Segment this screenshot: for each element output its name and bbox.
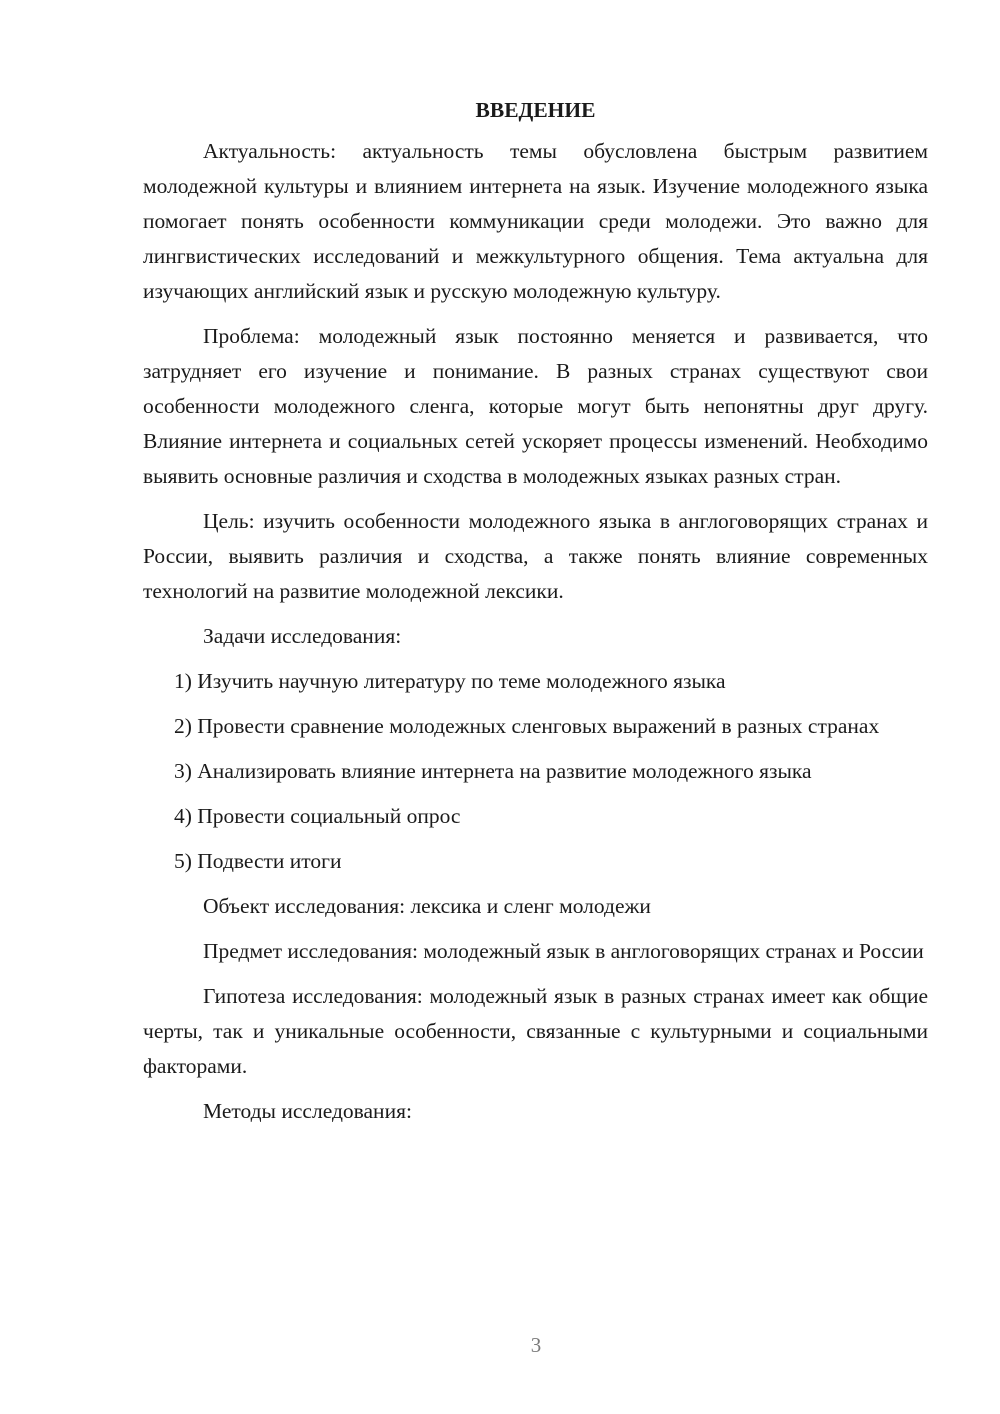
task-item: 5) Подвести итоги bbox=[174, 849, 342, 873]
page-content bbox=[143, 93, 928, 1139]
tasks-heading: Задачи исследования: bbox=[203, 624, 402, 648]
methods-heading: Методы исследования: bbox=[203, 1099, 412, 1123]
paragraph-object: Объект исследования: лексика и сленг молодежи bbox=[203, 894, 651, 918]
paragraph-problem: Проблема: молодежный язык постоянно меняется и развивается, что затрудняет его изучение и понимание. В разных странах существуют свои особенности молодежного сленга, которые могут быть непонятны друг другу. Влияние интернета и социальных сетей ускоряет процессы изменений. Необходимо выявить основные различия и сходства в молодежных языках разных стран. bbox=[143, 324, 928, 488]
paragraph-relevance: Актуальность: актуальность темы обусловлена быстрым развитием молодежной культуры и влиянием интернета на язык. Изучение молодежного языка помогает понять особенности коммуникации среди молодежи. Это важно для лингвистических исследований и межкультурного общения. Тема актуальна для изучающих английский язык и русскую молодежную культуру. bbox=[143, 139, 928, 303]
task-item: 3) Анализировать влияние интернета на развитие молодежного языка bbox=[174, 759, 812, 783]
task-item: 1) Изучить научную литературу по теме молодежного языка bbox=[174, 669, 726, 693]
section-title: ВВЕДЕНИЕ bbox=[475, 98, 596, 122]
paragraph-goal: Цель: изучить особенности молодежного языка в англоговорящих странах и России, выявить различия и сходства, а также понять влияние современных технологий на развитие молодежной лексики. bbox=[143, 509, 928, 603]
task-item: 2) Провести сравнение молодежных сленговых выражений в разных странах bbox=[174, 714, 880, 738]
paragraph-subject: Предмет исследования: молодежный язык в англоговорящих странах и России bbox=[203, 939, 924, 963]
paragraph-hypothesis: Гипотеза исследования: молодежный язык в разных странах имеет как общие черты, так и уникальные особенности, связанные с культурными и социальными факторами. bbox=[143, 984, 928, 1078]
page-number: 3 bbox=[530, 1333, 542, 1357]
task-item: 4) Провести социальный опрос bbox=[174, 804, 461, 828]
